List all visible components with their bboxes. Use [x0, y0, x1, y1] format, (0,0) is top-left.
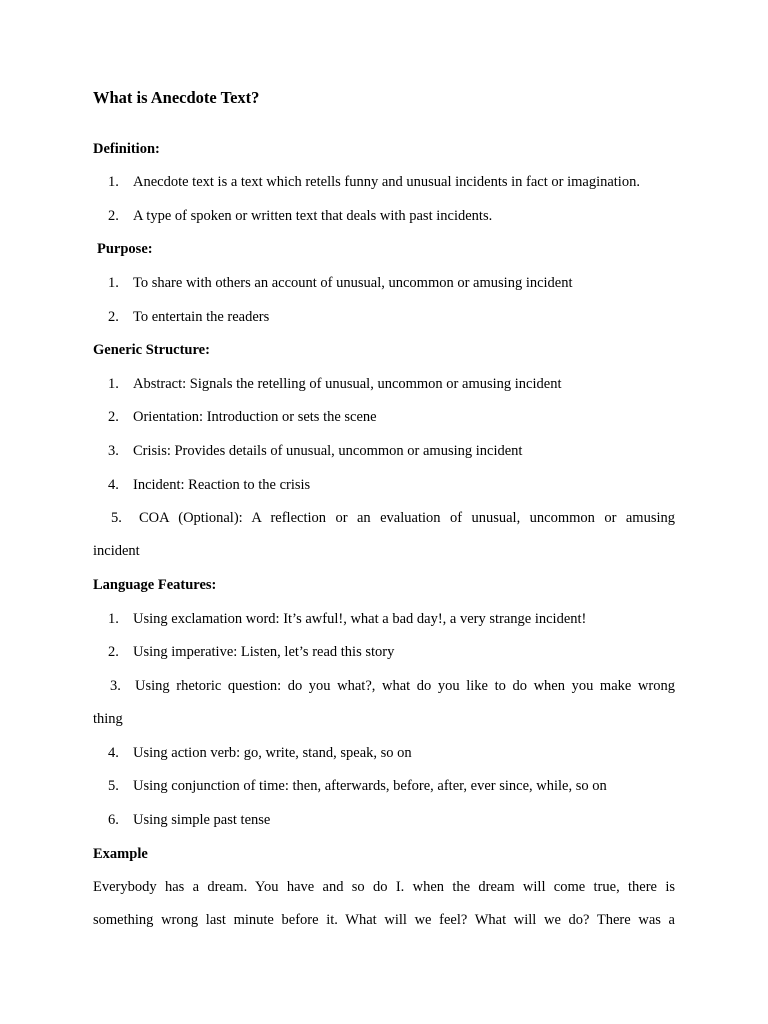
page-title: What is Anecdote Text? [93, 88, 260, 107]
list-text: Using action verb: go, write, stand, speak, so on [133, 745, 412, 761]
purpose-heading: Purpose: [97, 241, 153, 257]
list-text: Using exclamation word: It’s awful!, what a bad day!, a very strange incident! [133, 611, 587, 627]
list-number: 2. [108, 309, 119, 325]
list-text: Abstract: Signals the retelling of unusual, uncommon or amusing incident [133, 376, 562, 392]
list-number: 3. [108, 443, 119, 459]
list-number: 2. [108, 644, 119, 660]
structure-item-5-continuation: incident [93, 543, 140, 559]
list-number: 6. [108, 812, 119, 828]
list-text: Anecdote text is a text which retells funny and unusual incidents in fact or imagination. [133, 174, 640, 190]
list-number: 4. [108, 477, 119, 493]
list-text: Using simple past tense [133, 812, 271, 828]
list-number: 3. [110, 678, 121, 694]
example-heading: Example [93, 846, 148, 862]
list-text: To share with others an account of unusual, uncommon or amusing incident [133, 275, 573, 291]
language-item-3-continuation: thing [93, 711, 123, 727]
list-text: Crisis: Provides details of unusual, uncommon or amusing incident [133, 443, 523, 459]
structure-heading: Generic Structure: [93, 342, 210, 358]
list-number: 1. [108, 174, 119, 190]
definition-heading: Definition: [93, 141, 160, 157]
list-text: Using rhetoric question: do you what?, what do you like to do when you make wrong [135, 678, 675, 694]
list-number: 1. [108, 376, 119, 392]
list-text: COA (Optional): A reflection or an evaluation of unusual, uncommon or amusing [139, 510, 675, 526]
example-paragraph-line-2: something wrong last minute before it. What will we feel? What will we do? There was a [93, 912, 675, 928]
list-text: A type of spoken or written text that deals with past incidents. [133, 208, 493, 224]
list-text: Incident: Reaction to the crisis [133, 477, 311, 493]
list-number: 5. [111, 510, 122, 526]
list-number: 2. [108, 208, 119, 224]
document-page [93, 0, 675, 1024]
list-number: 4. [108, 745, 119, 761]
language-heading: Language Features: [93, 577, 217, 593]
example-paragraph-line-1: Everybody has a dream. You have and so do I. when the dream will come true, there is [93, 879, 675, 895]
list-text: Using imperative: Listen, let’s read this story [133, 644, 395, 660]
list-text: Using conjunction of time: then, afterwards, before, after, ever since, while, so on [133, 778, 607, 794]
list-number: 5. [108, 778, 119, 794]
list-number: 2. [108, 409, 119, 425]
list-number: 1. [108, 275, 119, 291]
list-number: 1. [108, 611, 119, 627]
list-text: To entertain the readers [133, 309, 270, 325]
list-text: Orientation: Introduction or sets the scene [133, 409, 377, 425]
